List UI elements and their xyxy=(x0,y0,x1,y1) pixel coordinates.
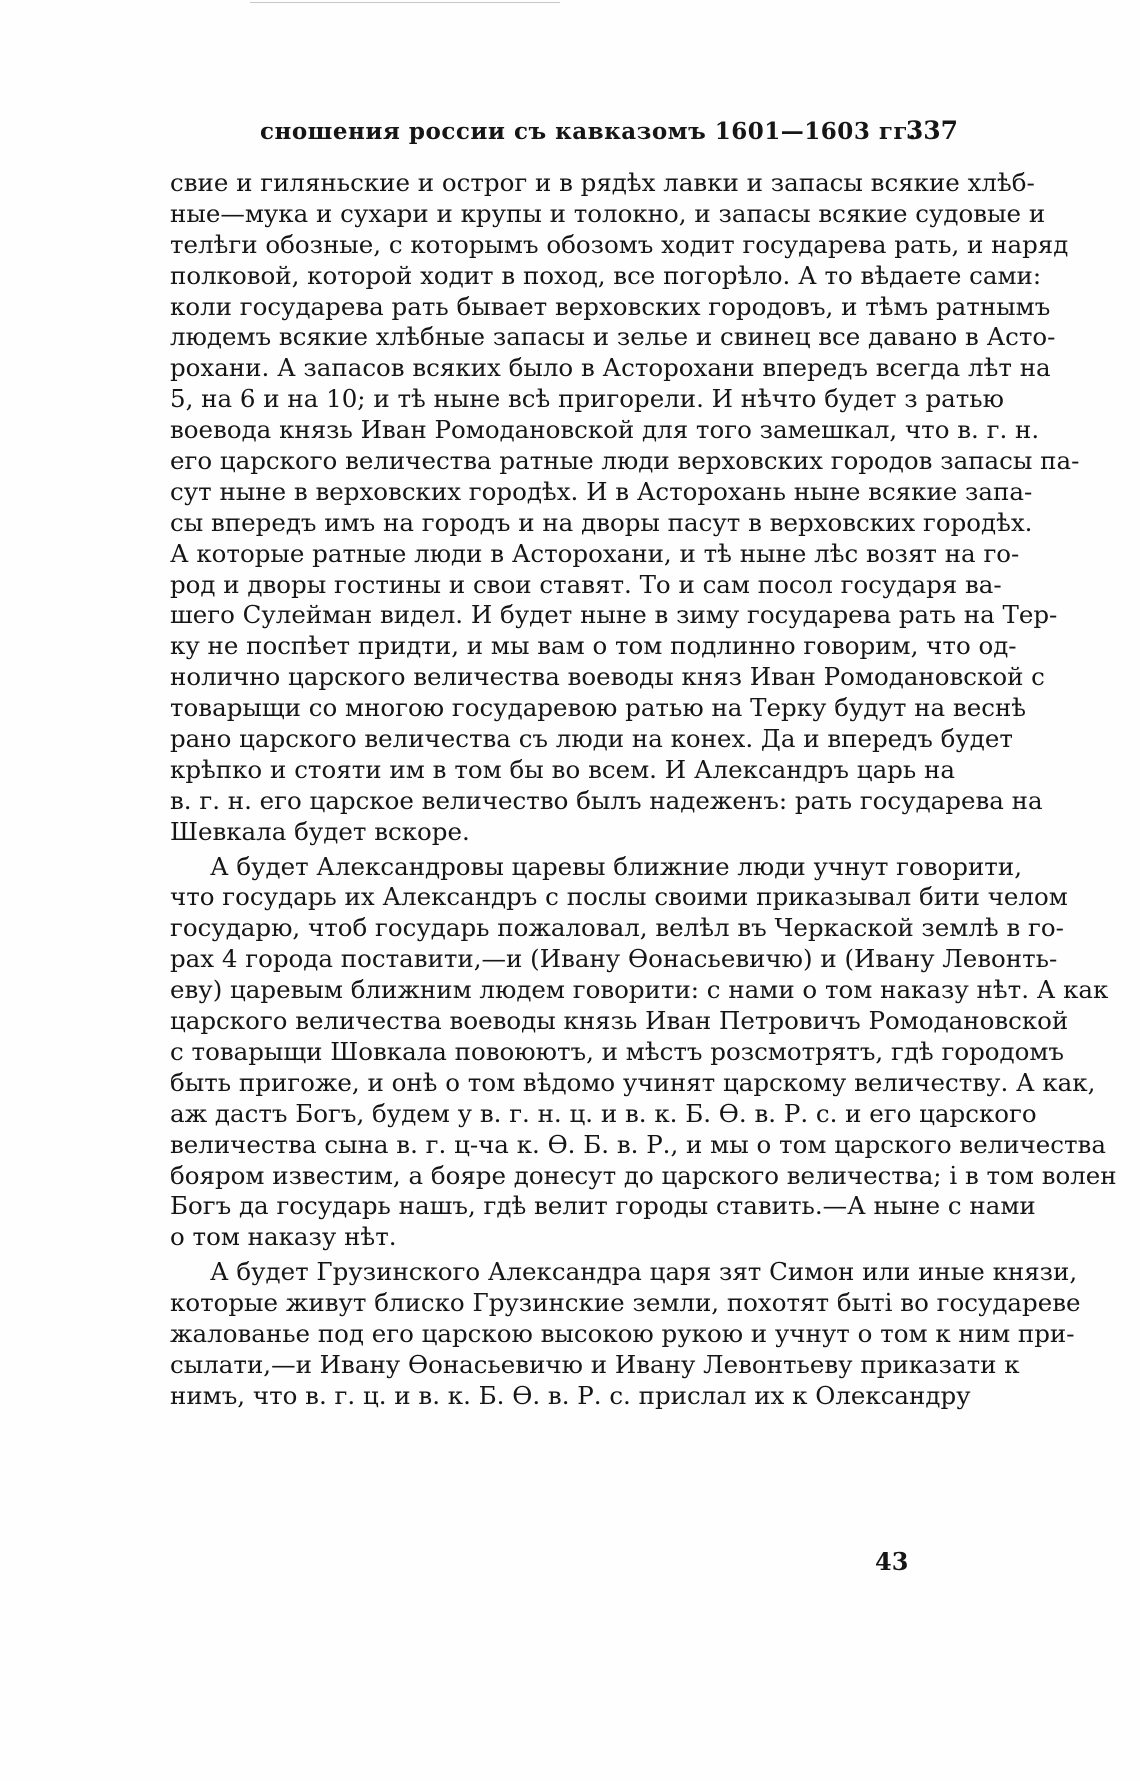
text-line: с товарыщи Шовкала повоюютъ, и мѣстъ розсмотрятъ, гдѣ городомъ xyxy=(170,1036,1064,1066)
text-line: рохани. А запасов всяких было в Асторохани впередъ всегда лѣт на xyxy=(170,353,1051,383)
text-line: аж дастъ Богъ, будем у в. г. н. ц. и в. к. Б. Ѳ. в. Р. с. и его царского xyxy=(170,1098,1037,1128)
text-line: телѣги обозные, с которымъ обозомъ ходит государева рать, и наряд xyxy=(170,229,1069,259)
paragraph xyxy=(170,168,1080,848)
text-line: нимъ, что в. г. ц. и в. к. Б. Ѳ. в. Р. с. прислал их к Олександру xyxy=(170,1380,971,1410)
body-text xyxy=(170,168,1117,1412)
text-line: бояром известим, а бояре донесут до царского величества; і в том волен xyxy=(170,1160,1117,1190)
text-line: сылати,—и Ивану Ѳонасьевичю и Ивану Левонтьеву приказати к xyxy=(170,1349,1020,1379)
scan-edge-line xyxy=(250,2,560,3)
text-line: быть пригоже, и онѣ о том вѣдомо учинят царскому величеству. А как, xyxy=(170,1067,1096,1097)
text-line: крѣпко и стояти им в том бы во всем. И Александръ царь на xyxy=(170,754,955,784)
printer-signature-mark: 43 xyxy=(875,1547,909,1576)
text-line: А будет Александровы царевы ближние люди учнут говорити, xyxy=(210,851,1022,881)
text-line: 5, на 6 и на 10; и тѣ ныне всѣ пригорели. И нѣчто будет з ратью xyxy=(170,384,1004,414)
text-line: ные—мука и сухари и крупы и толокно, и запасы всякие судовые и xyxy=(170,198,1046,228)
text-line: ку не поспѣет придти, и мы вам о том подлинно говорим, что од- xyxy=(170,631,1017,661)
text-line: о том наказу нѣт. xyxy=(170,1222,397,1252)
text-line: величества сына в. г. ц-ча к. Ѳ. Б. в. Р., и мы о том царского величества xyxy=(170,1129,1106,1159)
text-line: полковой, которой ходит в поход, все погорѣло. А то вѣдаете сами: xyxy=(170,260,1042,290)
text-line: нолично царского величества воеводы княз Иван Ромодановской с xyxy=(170,662,1045,692)
running-title: сношения россии съ кавказомъ 1601—1603 гг. xyxy=(260,118,917,145)
text-line: сут ныне в верховских городѣх. И в Асторохань ныне всякие запа- xyxy=(170,476,1033,506)
text-line: его царского величества ратные люди верховских городов запасы па- xyxy=(170,446,1080,476)
text-line: рано царского величества съ люди на конех. Да и впередъ будет xyxy=(170,724,1013,754)
text-line: которые живут блиско Грузинские земли, похотят быті во государеве xyxy=(170,1288,1081,1318)
text-line: рах 4 города поставити,—и (Ивану Ѳонасьевичю) и (Ивану Левонть- xyxy=(170,944,1058,974)
text-line: в. г. н. его царское величество былъ надеженъ: рать государева на xyxy=(170,785,1043,815)
text-line: А которые ратные люди в Асторохани, и тѣ ныне лѣс возят на го- xyxy=(170,538,1020,568)
text-line: людемъ всякие хлѣбные запасы и зелье и свинец все давано в Асто- xyxy=(170,322,1056,352)
text-line: коли государева рать бывает верховских городовъ, и тѣмъ ратнымъ xyxy=(170,291,1051,321)
text-line: род и дворы гостины и свои ставят. То и сам посол государя ва- xyxy=(170,569,1002,599)
text-line: государю, чтоб государь пожаловал, велѣл въ Черкаской землѣ в го- xyxy=(170,913,1064,943)
paragraph xyxy=(170,1257,1081,1411)
text-line: Богъ да государь нашъ, гдѣ велит городы ставить.—А ныне с нами xyxy=(170,1191,1036,1221)
text-line: еву) царевым ближним людем говорити: с нами о том наказу нѣт. А как xyxy=(170,975,1109,1005)
text-line: сы впередъ имъ на городъ и на дворы пасут в верховских городѣх. xyxy=(170,507,1033,537)
text-line: шего Сулейман видел. И будет ныне в зиму государева рать на Тер- xyxy=(170,600,1058,630)
text-line: воевода князь Иван Ромодановской для того замешкал, что в. г. н. xyxy=(170,415,1040,445)
text-line: свие и гиляньские и острог и в рядѣх лавки и запасы всякие хлѣб- xyxy=(170,168,1035,197)
paragraph xyxy=(170,851,1117,1254)
text-line: что государь их Александръ с послы своими приказывал бити челом xyxy=(170,882,1068,912)
running-head xyxy=(170,112,990,152)
text-line: А будет Грузинского Александра царя зят Симон или иные князи, xyxy=(210,1257,1078,1287)
text-line: товарыщи со многою государевою ратью на Терку будут на веснѣ xyxy=(170,693,1027,723)
page-number: 337 xyxy=(905,116,958,145)
text-line: жалованье под его царскою высокою рукою и учнут о том к ним при- xyxy=(170,1318,1075,1348)
text-line: царского величества воеводы князь Иван Петровичъ Ромодановской xyxy=(170,1006,1069,1036)
text-line: Шевкала будет вскоре. xyxy=(170,816,470,846)
